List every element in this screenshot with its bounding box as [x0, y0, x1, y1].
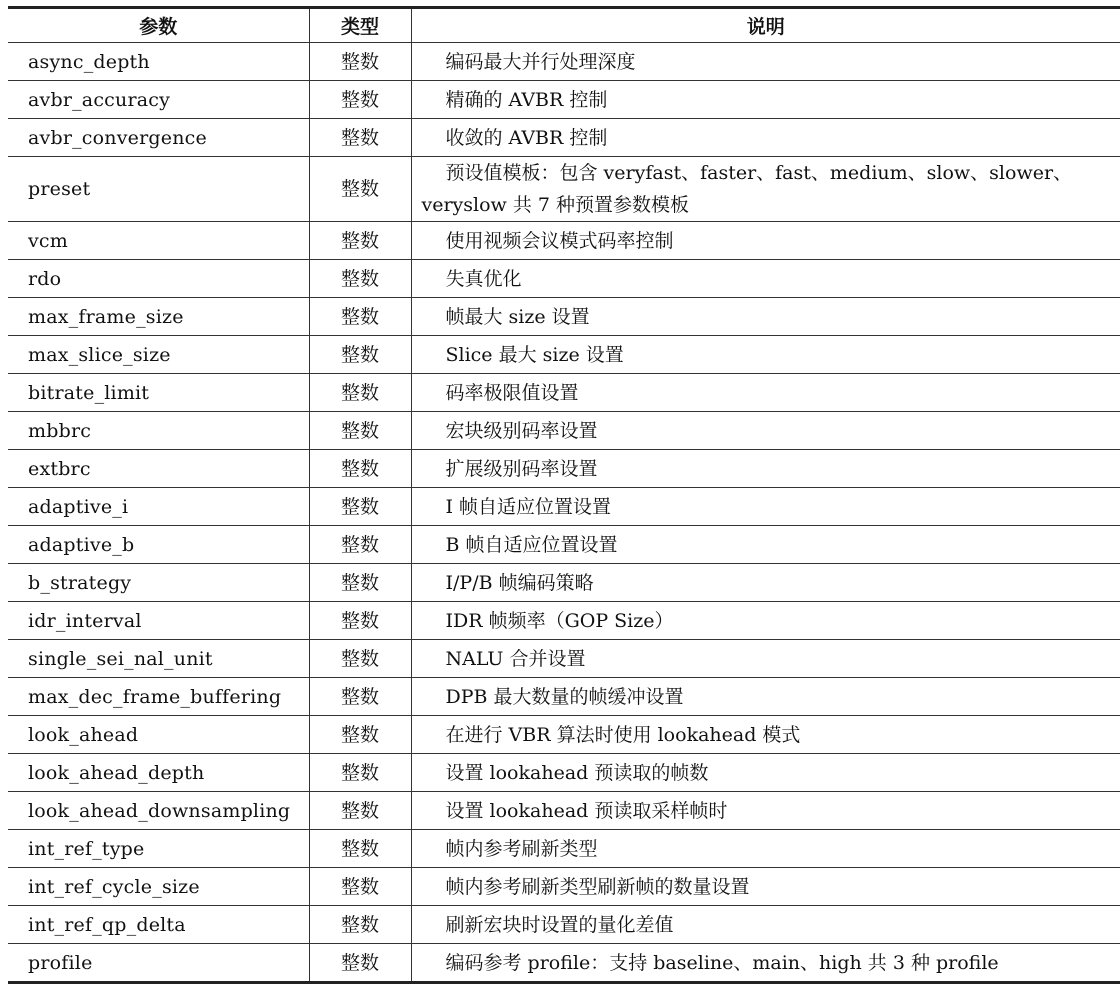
param-name-cell: adaptive_b	[8, 526, 309, 564]
param-description-cell: 收敛的 AVBR 控制	[411, 119, 1120, 157]
param-name-cell: bitrate_limit	[8, 374, 309, 412]
table-row	[8, 43, 1120, 81]
table-row	[8, 944, 1120, 983]
param-name-cell: preset	[8, 157, 309, 222]
param-type-cell: 整数	[309, 412, 411, 450]
param-description-cell: I/P/B 帧编码策略	[411, 564, 1120, 602]
table-row	[8, 81, 1120, 119]
param-name-cell: adaptive_i	[8, 488, 309, 526]
param-type-cell: 整数	[309, 602, 411, 640]
table-row	[8, 526, 1120, 564]
param-name-cell: max_slice_size	[8, 336, 309, 374]
param-type-cell: 整数	[309, 222, 411, 260]
param-description-cell: 失真优化	[411, 260, 1120, 298]
param-type-cell: 整数	[309, 754, 411, 792]
param-type-cell: 整数	[309, 716, 411, 754]
table-row	[8, 830, 1120, 868]
param-name-cell: max_dec_frame_buffering	[8, 678, 309, 716]
param-description-cell: IDR 帧频率（GOP Size）	[411, 602, 1120, 640]
param-description-cell: 精确的 AVBR 控制	[411, 81, 1120, 119]
table-row	[8, 412, 1120, 450]
header-row	[8, 8, 1120, 43]
param-name-cell: async_depth	[8, 43, 309, 81]
table-row	[8, 868, 1120, 906]
table-row	[8, 716, 1120, 754]
param-type-cell: 整数	[309, 868, 411, 906]
table-row	[8, 119, 1120, 157]
param-name-cell: profile	[8, 944, 309, 983]
param-name-cell: look_ahead	[8, 716, 309, 754]
param-type-cell: 整数	[309, 450, 411, 488]
table-row	[8, 792, 1120, 830]
param-type-cell: 整数	[309, 43, 411, 81]
param-type-cell: 整数	[309, 260, 411, 298]
param-type-cell: 整数	[309, 336, 411, 374]
param-name-cell: max_frame_size	[8, 298, 309, 336]
param-name-cell: idr_interval	[8, 602, 309, 640]
table-row	[8, 564, 1120, 602]
param-name-cell: avbr_convergence	[8, 119, 309, 157]
param-name-cell: single_sei_nal_unit	[8, 640, 309, 678]
param-type-cell: 整数	[309, 830, 411, 868]
param-description-cell: B 帧自适应位置设置	[411, 526, 1120, 564]
table-row	[8, 298, 1120, 336]
param-name-cell: extbrc	[8, 450, 309, 488]
param-type-cell: 整数	[309, 81, 411, 119]
param-description-cell: 设置 lookahead 预读取的帧数	[411, 754, 1120, 792]
param-description-cell: 帧最大 size 设置	[411, 298, 1120, 336]
table-row	[8, 450, 1120, 488]
param-name-cell: look_ahead_downsampling	[8, 792, 309, 830]
parameter-table	[8, 6, 1120, 984]
param-description-cell: I 帧自适应位置设置	[411, 488, 1120, 526]
param-type-cell: 整数	[309, 119, 411, 157]
param-type-cell: 整数	[309, 640, 411, 678]
param-name-cell: rdo	[8, 260, 309, 298]
table-row	[8, 260, 1120, 298]
table-body	[8, 43, 1120, 983]
param-description-cell: 帧内参考刷新类型刷新帧的数量设置	[411, 868, 1120, 906]
param-description-cell: 编码参考 profile：支持 baseline、main、high 共 3 种 profile	[411, 944, 1120, 983]
param-description-cell: 扩展级别码率设置	[411, 450, 1120, 488]
param-type-cell: 整数	[309, 792, 411, 830]
param-type-cell: 整数	[309, 906, 411, 944]
table-row	[8, 678, 1120, 716]
param-description-cell: 帧内参考刷新类型	[411, 830, 1120, 868]
table-row	[8, 754, 1120, 792]
param-name-cell: int_ref_cycle_size	[8, 868, 309, 906]
header-description: 说明	[411, 8, 1120, 43]
param-description-cell: 宏块级别码率设置	[411, 412, 1120, 450]
table-row	[8, 222, 1120, 260]
table-row	[8, 602, 1120, 640]
param-type-cell: 整数	[309, 157, 411, 222]
param-description-cell: 设置 lookahead 预读取采样帧时	[411, 792, 1120, 830]
table-row	[8, 640, 1120, 678]
table-row	[8, 906, 1120, 944]
table-row	[8, 157, 1120, 222]
param-type-cell: 整数	[309, 298, 411, 336]
param-name-cell: b_strategy	[8, 564, 309, 602]
param-name-cell: mbbrc	[8, 412, 309, 450]
table-row	[8, 488, 1120, 526]
param-description-cell: 在进行 VBR 算法时使用 lookahead 模式	[411, 716, 1120, 754]
param-description-cell: 刷新宏块时设置的量化差值	[411, 906, 1120, 944]
param-description-cell: 使用视频会议模式码率控制	[411, 222, 1120, 260]
param-description-cell: 预设值模板：包含 veryfast、faster、fast、medium、slow、slower、veryslow 共 7 种预置参数模板	[411, 157, 1120, 222]
param-description-cell: 编码最大并行处理深度	[411, 43, 1120, 81]
param-type-cell: 整数	[309, 374, 411, 412]
header-param: 参数	[8, 8, 309, 43]
param-name-cell: int_ref_type	[8, 830, 309, 868]
param-description-cell: 码率极限值设置	[411, 374, 1120, 412]
table-row	[8, 336, 1120, 374]
param-type-cell: 整数	[309, 526, 411, 564]
param-name-cell: vcm	[8, 222, 309, 260]
param-type-cell: 整数	[309, 944, 411, 983]
param-description-cell: DPB 最大数量的帧缓冲设置	[411, 678, 1120, 716]
param-name-cell: look_ahead_depth	[8, 754, 309, 792]
param-description-cell: NALU 合并设置	[411, 640, 1120, 678]
param-description-cell: Slice 最大 size 设置	[411, 336, 1120, 374]
param-type-cell: 整数	[309, 678, 411, 716]
header-type: 类型	[309, 8, 411, 43]
table-row	[8, 374, 1120, 412]
param-type-cell: 整数	[309, 564, 411, 602]
table-header	[8, 8, 1120, 43]
param-name-cell: int_ref_qp_delta	[8, 906, 309, 944]
param-name-cell: avbr_accuracy	[8, 81, 309, 119]
param-type-cell: 整数	[309, 488, 411, 526]
